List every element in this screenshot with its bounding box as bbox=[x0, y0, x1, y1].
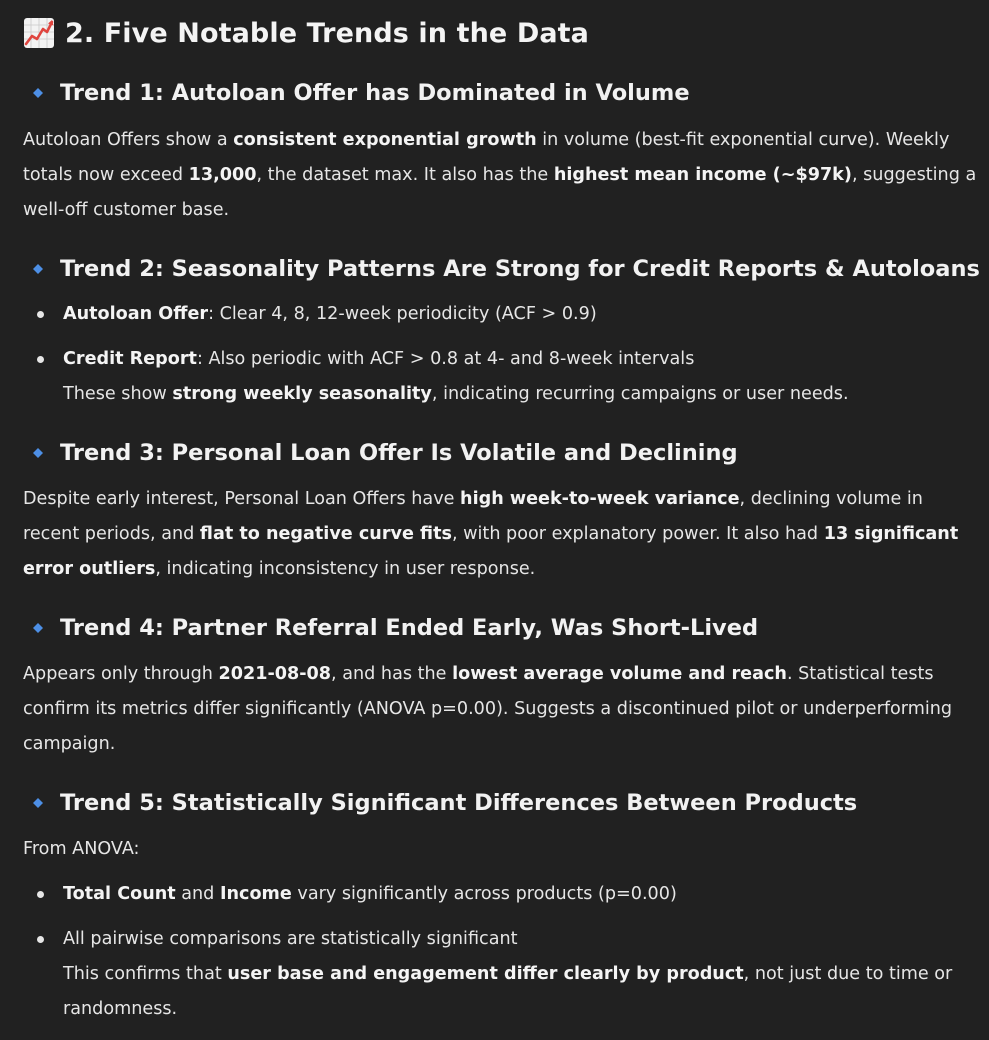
blue-diamond-icon bbox=[33, 88, 43, 98]
text: , indicating inconsistency in user response. bbox=[155, 559, 536, 579]
text: Autoloan Offers show a bbox=[23, 130, 234, 150]
bold-text: Autoloan Offer bbox=[63, 304, 209, 324]
text: All pairwise comparisons are statistically significant bbox=[63, 929, 518, 949]
trend-5-intro: From ANOVA: bbox=[23, 839, 140, 859]
text: , declining volume in recent periods, and bbox=[23, 489, 923, 544]
trend-5-heading bbox=[33, 788, 857, 818]
text: , indicating recurring campaigns or user needs. bbox=[431, 384, 849, 404]
text: These show bbox=[63, 384, 173, 404]
text: , and has the bbox=[331, 664, 453, 684]
chart-increasing-icon bbox=[23, 17, 55, 49]
bold-text: Credit Report bbox=[63, 349, 197, 369]
trend-3-heading bbox=[33, 438, 738, 468]
text: : Also periodic with ACF > 0.8 at 4- and 8-week intervals bbox=[196, 349, 695, 369]
list-item bbox=[63, 297, 968, 332]
text: Despite early interest, Personal Loan Offers have bbox=[23, 489, 461, 509]
text: . Statistical tests confirm its metrics differ significantly (ANOVA p=0.00). Suggests a discontinued pilot or underperforming campaign. bbox=[23, 664, 953, 754]
trend-5-title: Trend 5: Statistically Significant Differences Between Products bbox=[60, 790, 858, 816]
trend-1-heading bbox=[33, 78, 690, 108]
text: : Clear 4, 8, 12-week periodicity (ACF > 0.9) bbox=[208, 304, 597, 324]
bold-text: consistent exponential growth bbox=[233, 130, 537, 150]
text: , not just due to time or randomness. bbox=[63, 964, 953, 1019]
bullet-icon bbox=[37, 891, 44, 898]
bold-text: 13,000 bbox=[188, 165, 257, 185]
bold-text: flat to negative curve fits bbox=[199, 524, 452, 544]
bold-text: highest mean income (~$97k) bbox=[553, 165, 852, 185]
text: and bbox=[175, 884, 220, 904]
bold-text: user base and engagement differ clearly by product bbox=[227, 964, 744, 984]
list-item bbox=[63, 877, 968, 912]
bold-text: Total Count bbox=[63, 884, 176, 904]
blue-diamond-icon bbox=[33, 623, 43, 633]
text: , the dataset max. It also has the bbox=[256, 165, 554, 185]
bold-text: lowest average volume and reach bbox=[452, 664, 787, 684]
text: , suggesting a well-off customer base. bbox=[23, 165, 977, 220]
bold-text: 2021-08-08 bbox=[218, 664, 332, 684]
bold-text: Income bbox=[219, 884, 292, 904]
bold-text: 13 significant error outliers bbox=[23, 524, 959, 579]
list-item bbox=[63, 922, 968, 1027]
blue-diamond-icon bbox=[33, 264, 43, 274]
trend-4-paragraph bbox=[23, 657, 978, 762]
blue-diamond-icon bbox=[33, 798, 43, 808]
bold-text: strong weekly seasonality bbox=[172, 384, 432, 404]
text: , with poor explanatory power. It also had bbox=[451, 524, 824, 544]
bold-text: high week-to-week variance bbox=[460, 489, 740, 509]
list-item bbox=[63, 342, 968, 412]
bullet-icon bbox=[37, 936, 44, 943]
text: Appears only through bbox=[23, 664, 219, 684]
trend-1-paragraph bbox=[23, 123, 978, 228]
trend-2-heading bbox=[33, 254, 980, 284]
text: in volume (best-fit exponential curve). Weekly totals now exceed bbox=[23, 130, 950, 185]
trend-1-title: Trend 1: Autoloan Offer has Dominated in Volume bbox=[60, 80, 690, 106]
trend-3-paragraph bbox=[23, 482, 978, 587]
blue-diamond-icon bbox=[33, 448, 43, 458]
trend-4-heading bbox=[33, 613, 758, 643]
section-heading bbox=[23, 13, 589, 53]
trend-3-title: Trend 3: Personal Loan Offer Is Volatile and Declining bbox=[60, 440, 738, 466]
bullet-icon bbox=[37, 356, 44, 363]
trend-2-title: Trend 2: Seasonality Patterns Are Strong for Credit Reports & Autoloans bbox=[60, 256, 980, 282]
section-title: 2. Five Notable Trends in the Data bbox=[65, 17, 589, 49]
bullet-icon bbox=[37, 311, 44, 318]
text: This confirms that bbox=[63, 964, 228, 984]
text: vary significantly across products (p=0.00) bbox=[291, 884, 677, 904]
trend-4-title: Trend 4: Partner Referral Ended Early, Was Short-Lived bbox=[60, 615, 759, 641]
